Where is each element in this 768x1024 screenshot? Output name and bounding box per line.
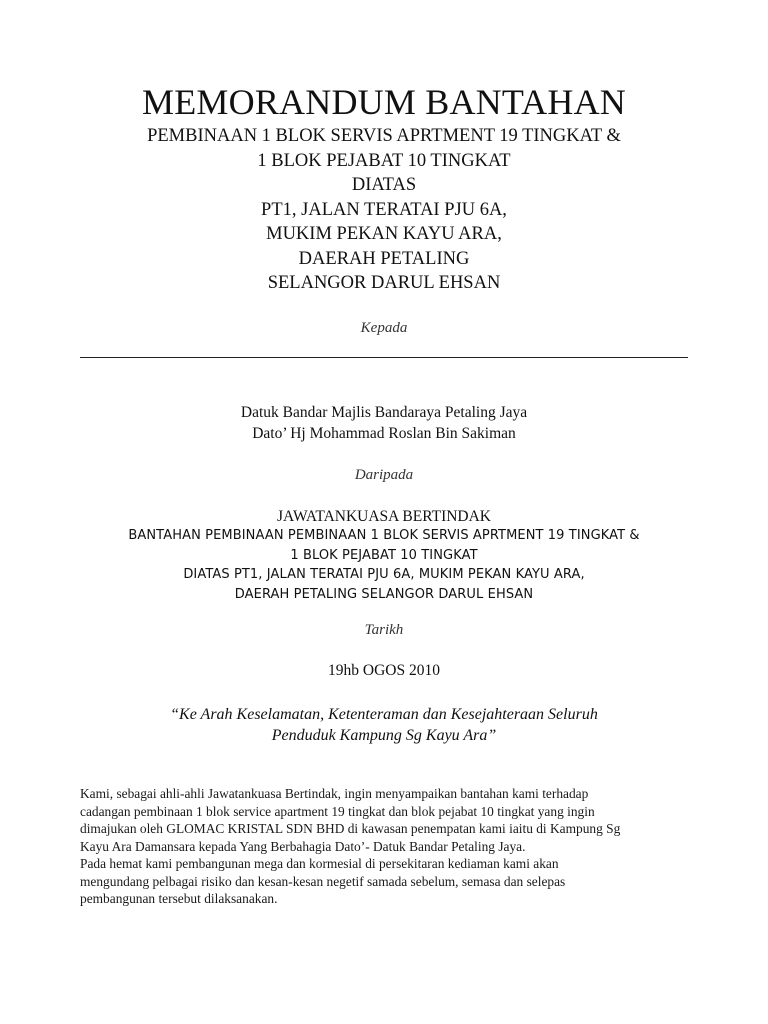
body-line: cadangan pembinaan 1 blok service apartment 19 tingkat dan blok pejabat 10 tingkat yang ingin [80, 803, 595, 819]
project-description-line: DAERAH PETALING [298, 248, 470, 269]
motto [0, 704, 768, 746]
body-line: dimajukan oleh GLOMAC KRISTAL SDN BHD di kawasan penempatan kami iaitu di Kampung Sg [80, 821, 621, 836]
project-description-line: PEMBINAAN 1 BLOK SERVIS APRTMENT 19 TINGKAT & [147, 126, 621, 146]
project-description-line: SELANGOR DARUL EHSAN [267, 273, 501, 293]
recipient-line: Dato’ Hj Mohammad Roslan Bin Sakiman [252, 425, 516, 442]
project-description-line: DIATAS [351, 175, 417, 195]
body-line: Kami, sebagai ahli-ahli Jawatankuasa Bertindak, ingin menyampaikan bantahan kami terhadap [80, 786, 589, 801]
committee-detail [0, 526, 768, 604]
motto-line: “Ke Arah Keselamatan, Ketenteraman dan Kesejahteraan Seluruh [170, 706, 598, 723]
committee-name: JAWATANKUASA BERTINDAK [276, 508, 492, 525]
motto-line: Penduduk Kampung Sg Kayu Ara” [271, 727, 497, 744]
body-paragraph [80, 785, 700, 908]
from-label: Daripada [354, 467, 414, 483]
committee-detail-line: BANTAHAN PEMBINAAN PEMBINAAN 1 BLOK SERVIS APRTMENT 19 TINGKAT & [128, 528, 640, 543]
project-description-line: MUKIM PEKAN KAYU ARA, [266, 224, 502, 244]
committee-detail-line: 1 BLOK PEJABAT 10 TINGKAT [290, 547, 478, 563]
project-description-line: PT1, JALAN TERATAI PJU 6A, [261, 199, 507, 220]
project-description [0, 124, 768, 296]
to-label: Kepada [360, 320, 408, 336]
body-line: Kayu Ara Damansara kepada Yang Berbahagia Dato’- Datuk Bandar Petaling Jaya. [80, 838, 526, 854]
recipient-block [0, 402, 768, 444]
project-description-line: 1 BLOK PEJABAT 10 TINGKAT [257, 150, 511, 171]
recipient-line: Datuk Bandar Majlis Bandaraya Petaling Jaya [240, 404, 528, 421]
committee-detail-line: DIATAS PT1, JALAN TERATAI PJU 6A, MUKIM PEKAN KAYU ARA, [183, 567, 585, 582]
date-label: Tarikh [364, 622, 404, 638]
section-divider [80, 357, 688, 358]
date-value: 19hb OGOS 2010 [328, 662, 440, 679]
committee-detail-line: DAERAH PETALING SELANGOR DARUL EHSAN [234, 586, 534, 602]
document-title: MEMORANDUM BANTAHAN [142, 82, 626, 122]
body-line: pembangunan tersebut dilaksanakan. [80, 891, 278, 906]
body-line: mengundang pelbagai risiko dan kesan-kesan negetif samada sebelum, semasa dan selepas [80, 873, 566, 889]
body-line: Pada hemat kami pembangunan mega dan kormesial di persekitaran kediaman kami akan [80, 856, 559, 871]
